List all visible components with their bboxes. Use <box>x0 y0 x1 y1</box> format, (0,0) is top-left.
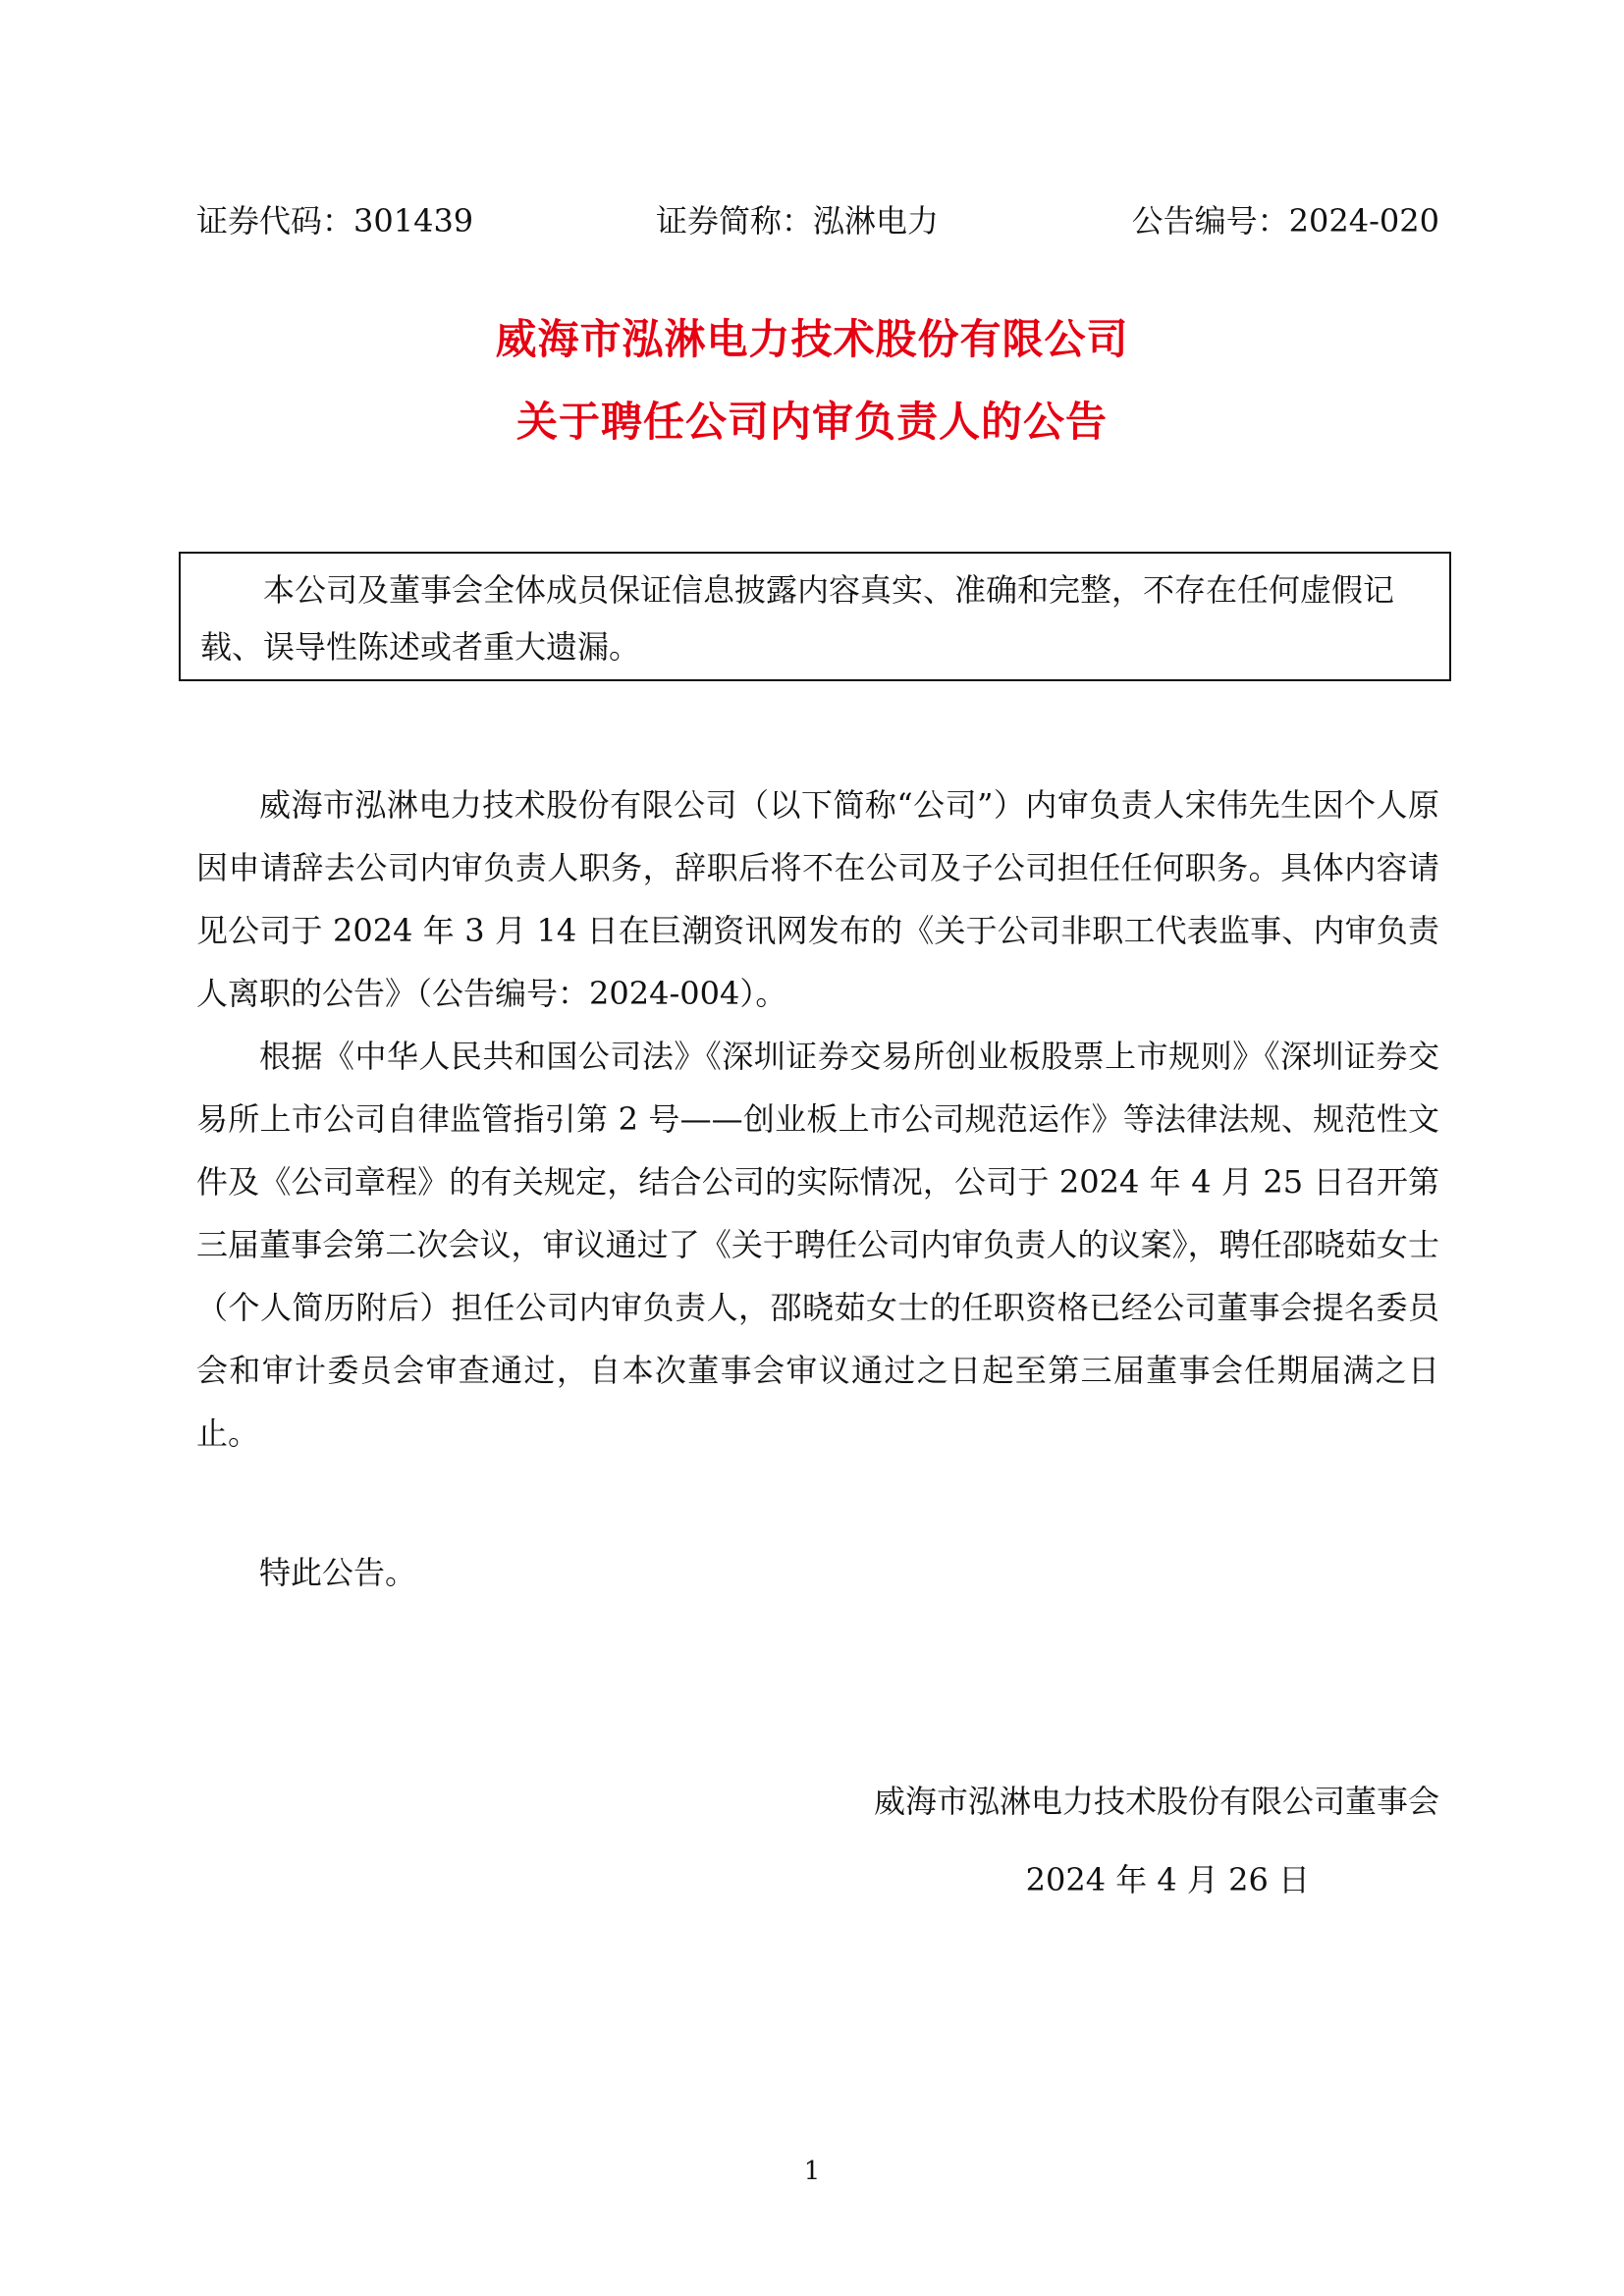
stock-code: 证券代码：301439 <box>196 202 474 240</box>
notice-number: 公告编号：2024-020 <box>1131 202 1439 240</box>
document-header <box>0 196 1624 245</box>
closing-statement: 特此公告。 <box>259 1554 417 1591</box>
signature-organization: 威海市泓淋电力技术股份有限公司董事会 <box>873 1783 1439 1820</box>
body-paragraph-1: 威海市泓淋电力技术股份有限公司（以下简称“公司”）内审负责人宋伟先生因个人原因申请辞去公司内审负责人职务，辞职后将不在公司及子公司担任任何职务。具体内容请见公司于 2024 年 3 月 14 日在巨潮资讯网发布的《关于公司非职工代表监事、内审负责人离职的公告》（公告编号：2024-004）。 <box>196 786 1439 1012</box>
stock-abbreviation: 证券简称：泓淋电力 <box>656 202 940 240</box>
disclaimer-box <box>179 552 1451 681</box>
body-paragraph-2: 根据《中华人民共和国公司法》《深圳证券交易所创业板股票上市规则》《深圳证券交易所上市公司自律监管指引第 2 号——创业板上市公司规范运作》等法律法规、规范性文件及《公司章程》的有关规定，结合公司的实际情况，公司于 2024 年 4 月 25 日召开第三届董事会第二次会议，审议通过了《关于聘任公司内审负责人的议案》，聘任邵晓茹女士（个人简历附后）担任公司内审负责人，邵晓茹女士的任职资格已经公司董事会提名委员会和审计委员会审查通过，自本次董事会审议通过之日起至第三届董事会任期届满之日止。 <box>196 1038 1439 1452</box>
disclaimer-text: 本公司及董事会全体成员保证信息披露内容真实、准确和完整，不存在任何虚假记载、误导性陈述或者重大遗漏。 <box>200 571 1395 666</box>
page-number: 1 <box>803 2157 821 2186</box>
title-subject: 关于聘任公司内审负责人的公告 <box>515 398 1108 446</box>
signature-date: 2024 年 4 月 26 日 <box>1025 1861 1310 1898</box>
title-company: 威海市泓淋电力技术股份有限公司 <box>495 315 1129 363</box>
